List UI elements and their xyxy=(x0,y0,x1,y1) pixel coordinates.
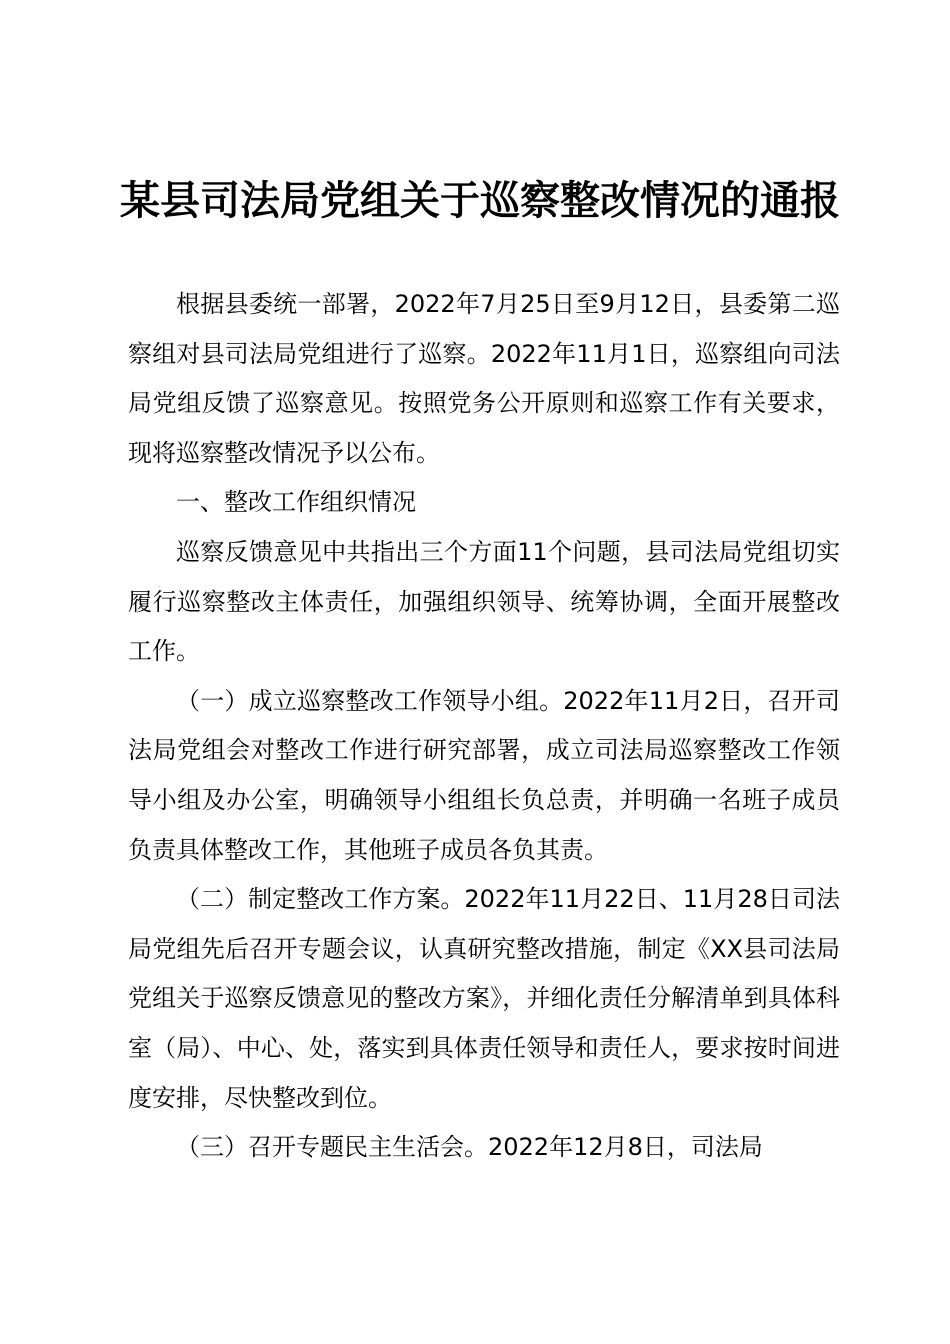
document-title: 某县司法局党组关于巡察整改情况的通报 xyxy=(120,177,840,224)
document-body xyxy=(128,280,840,1173)
section-heading-1: 一、整改工作组织情况 xyxy=(176,488,416,517)
paragraph-item-2: （二）制定整改工作方案。2022年11月22日、11月28日司法局党组先后召开专题会议，认真研究整改措施，制定《XX县司法局党组关于巡察反馈意见的整改方案》，并细化责任分解清单到具体科室（局）、中心、处，落实到具体责任领导和责任人，要求按时间进度安排，尽快整改到位。 xyxy=(128,885,840,1112)
paragraph-item-1: （一）成立巡察整改工作领导小组。2022年11月2日，召开司法局党组会对整改工作进行研究部署，成立司法局巡察整改工作领导小组及办公室，明确领导小组组长负总责，并明确一名班子成员负责具体整改工作，其他班子成员各负其责。 xyxy=(128,686,840,864)
paragraph-item-3: （三）召开专题民主生活会。2022年12月8日，司法局 xyxy=(176,1133,763,1162)
paragraph-overview: 巡察反馈意见中共指出三个方面11个问题，县司法局党组切实履行巡察整改主体责任，加强组织领导、统筹协调，全面开展整改工作。 xyxy=(128,537,840,666)
paragraph-intro: 根据县委统一部署，2022年7月25日至9月12日，县委第二巡察组对县司法局党组进行了巡察。2022年11月1日，巡察组向司法局党组反馈了巡察意见。按照党务公开原则和巡察工作有关要求，现将巡察整改情况予以公布。 xyxy=(128,290,840,467)
